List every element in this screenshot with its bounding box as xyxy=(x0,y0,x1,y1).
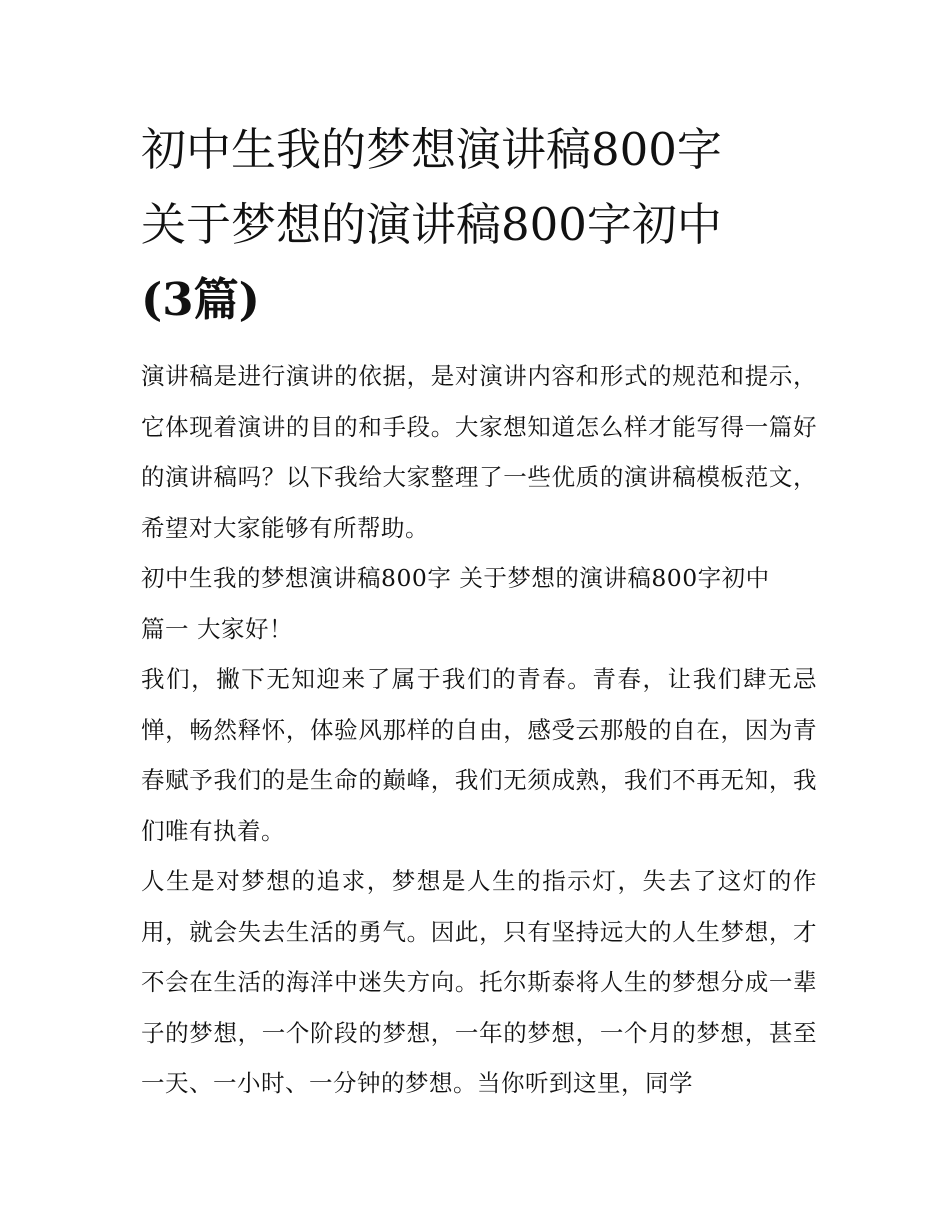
title-line-2: 关于梦想的演讲稿800字初中 xyxy=(141,198,722,251)
body-paragraph-1: 我们，撇下无知迎来了属于我们的青春。青春，让我们肆无忌惮，畅然释怀，体验风那样的自由，感受云那般的自在，因为青春赋予我们的是生命的巅峰，我们无须成熟，我们不再无知，我们唯有执着。 xyxy=(141,665,817,845)
body-paragraph-2: 人生是对梦想的追求，梦想是人生的指示灯，失去了这灯的作用，就会失去生活的勇气。因此，只有坚持远大的人生梦想，才不会在生活的海洋中迷失方向。托尔斯泰将人生的梦想分成一辈子的梦想，一个阶段的梦想，一年的梦想，一个月的梦想，甚至一天、一小时、一分钟的梦想。当你听到这里，同学 xyxy=(141,867,817,1097)
document-title xyxy=(141,112,817,337)
intro-paragraph: 演讲稿是进行演讲的依据，是对演讲内容和形式的规范和提示，它体现着演讲的目的和手段。大家想知道怎么样才能写得一篇好的演讲稿吗？以下我给大家整理了一些优质的演讲稿模板范文，希望对大家能够有所帮助。 xyxy=(141,362,817,542)
subheading: 初中生我的梦想演讲稿800字 关于梦想的演讲稿800字初中 xyxy=(141,564,770,592)
document-page xyxy=(141,112,817,1109)
title-line-3: (3篇) xyxy=(141,273,260,326)
greeting: 篇一 大家好！ xyxy=(141,614,293,643)
title-line-1: 初中生我的梦想演讲稿800字 xyxy=(141,123,722,176)
